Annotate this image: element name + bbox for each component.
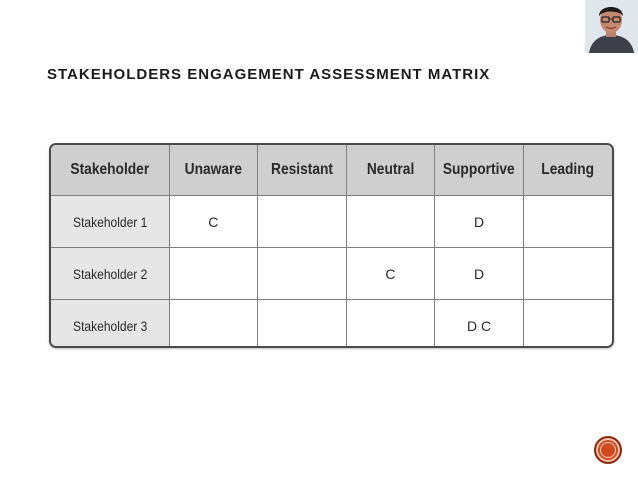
engagement-matrix: [49, 143, 614, 348]
table-cell: [258, 300, 347, 349]
table-cell: [169, 248, 258, 300]
presenter-photo: [585, 0, 638, 53]
table-cell: [169, 300, 258, 349]
slide-title: STAKEHOLDERS ENGAGEMENT ASSESSMENT MATRIX: [47, 66, 491, 83]
column-header-leading: Leading: [523, 145, 612, 196]
table-cell: D: [435, 196, 524, 248]
column-header-neutral: Neutral: [346, 145, 435, 196]
table-row: [51, 196, 612, 248]
column-header-supportive: Supportive: [435, 145, 524, 196]
table-cell: D: [435, 248, 524, 300]
column-header-resistant: Resistant: [258, 145, 347, 196]
row-header: Stakeholder 1: [51, 196, 169, 248]
table-cell: [523, 248, 612, 300]
table-cell: D C: [435, 300, 524, 349]
table-cell: [523, 300, 612, 349]
engagement-table: [51, 145, 612, 348]
table-cell: C: [346, 248, 435, 300]
table-cell: [346, 300, 435, 349]
table-cell: [523, 196, 612, 248]
table-row: [51, 248, 612, 300]
table-cell: C: [169, 196, 258, 248]
table-cell: [258, 248, 347, 300]
column-header-unaware: Unaware: [169, 145, 258, 196]
table-cell: [346, 196, 435, 248]
table-row: [51, 300, 612, 349]
row-header: Stakeholder 3: [51, 300, 169, 349]
table-cell: [258, 196, 347, 248]
row-header: Stakeholder 2: [51, 248, 169, 300]
header-row: [51, 145, 612, 196]
column-header-stakeholder: Stakeholder: [51, 145, 169, 196]
next-slide-button[interactable]: [594, 436, 622, 464]
